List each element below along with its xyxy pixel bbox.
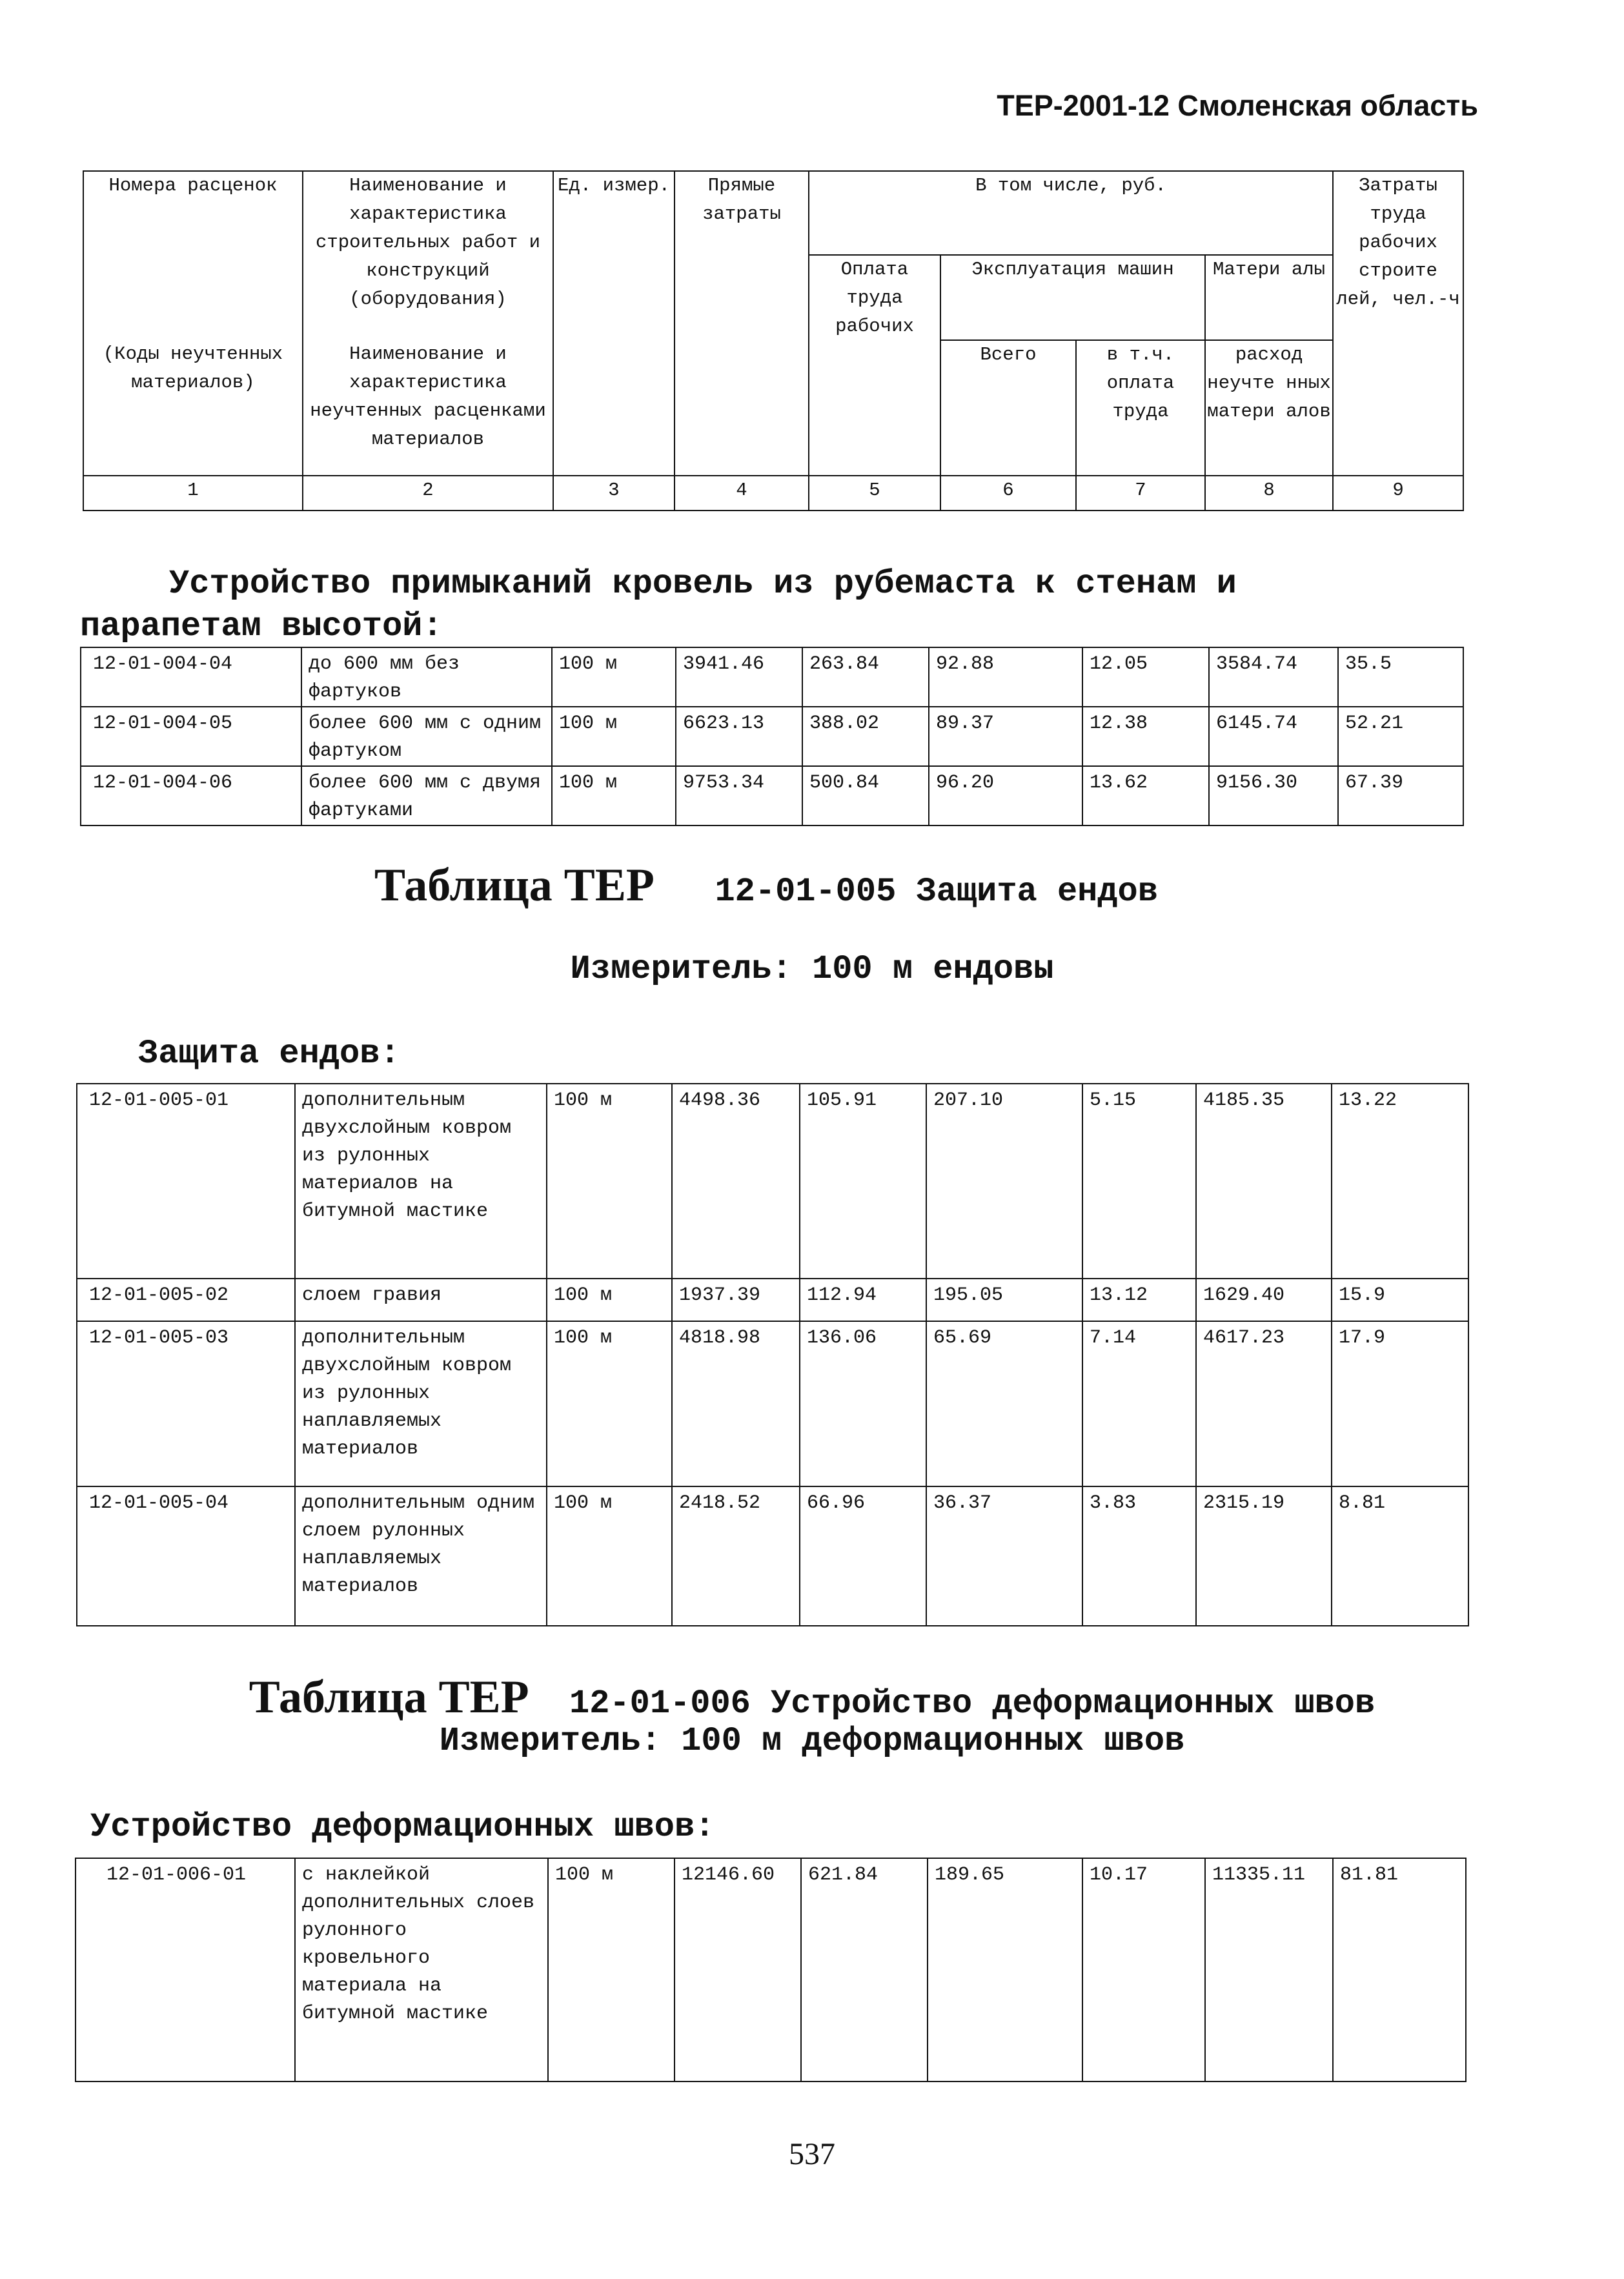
machines-labor: 12.05 xyxy=(1082,647,1209,707)
rate-code: 12-01-004-06 xyxy=(81,766,301,826)
materials: 4185.35 xyxy=(1196,1084,1332,1279)
work-name: до 600 мм без фартуков xyxy=(301,647,552,707)
table-row xyxy=(76,1858,1466,2081)
table-row xyxy=(81,707,1463,766)
machines-total: 189.65 xyxy=(928,1858,1082,2081)
unit: 100 м xyxy=(547,1486,672,1626)
direct-cost: 4498.36 xyxy=(672,1084,800,1279)
machines-labor: 12.38 xyxy=(1082,707,1209,766)
section1-title-line1: Устройство примыканий кровель из рубемаста к стенам и xyxy=(169,565,1237,603)
machines-labor: 10.17 xyxy=(1082,1858,1205,2081)
unit: 100 м xyxy=(552,647,676,707)
machines-total: 65.69 xyxy=(926,1321,1082,1486)
labor-hours: 67.39 xyxy=(1338,766,1463,826)
rate-code: 12-01-004-04 xyxy=(81,647,301,707)
labor-pay: 388.02 xyxy=(802,707,929,766)
unit: 100 м xyxy=(547,1084,672,1279)
unit: 100 м xyxy=(548,1858,675,2081)
materials: 6145.74 xyxy=(1209,707,1338,766)
rate-code: 12-01-004-05 xyxy=(81,707,301,766)
header-col1-top: Номера расценок xyxy=(83,171,303,340)
labor-pay: 621.84 xyxy=(801,1858,928,2081)
work-name: дополнительным одним слоем рулонных наплавляемых материалов xyxy=(295,1486,547,1626)
header-col4: Прямые затраты xyxy=(675,171,809,476)
labor-hours: 17.9 xyxy=(1332,1321,1468,1486)
section1-table xyxy=(80,647,1464,826)
table006-meter: Измеритель: 100 м деформационных швов xyxy=(439,1722,1185,1760)
direct-cost: 3941.46 xyxy=(676,647,802,707)
unit: 100 м xyxy=(552,766,676,826)
direct-cost: 9753.34 xyxy=(676,766,802,826)
labor-hours: 81.81 xyxy=(1333,1858,1466,2081)
table-row xyxy=(77,1279,1468,1321)
header-col3: Ед. измер. xyxy=(553,171,675,476)
machines-labor: 5.15 xyxy=(1082,1084,1196,1279)
header-labor-cost: Затраты труда рабочих строите лей, чел.-ч xyxy=(1333,171,1463,476)
header-col2-top: Наименование и характеристика строительных работ и конструкций (оборудования) xyxy=(303,171,553,340)
table005-title: 12-01-005 Защита ендов xyxy=(715,873,1158,911)
labor-pay: 112.94 xyxy=(800,1279,926,1321)
page-number: 537 xyxy=(789,2137,835,2171)
labor-hours: 8.81 xyxy=(1332,1486,1468,1626)
table005 xyxy=(76,1083,1469,1626)
header-num-3: 3 xyxy=(553,476,675,511)
labor-pay: 263.84 xyxy=(802,647,929,707)
header-col1-bottom: (Коды неучтенных материалов) xyxy=(83,340,303,476)
header-num-5: 5 xyxy=(809,476,940,511)
work-name: более 600 мм с одним фартуком xyxy=(301,707,552,766)
machines-total: 89.37 xyxy=(929,707,1082,766)
header-materials: Матери алы xyxy=(1205,255,1333,340)
table005-meter: Измеритель: 100 м ендовы xyxy=(570,950,1054,988)
direct-cost: 1937.39 xyxy=(672,1279,800,1321)
machines-labor: 13.12 xyxy=(1082,1279,1196,1321)
header-num-8: 8 xyxy=(1205,476,1333,511)
labor-hours: 35.5 xyxy=(1338,647,1463,707)
machines-total: 36.37 xyxy=(926,1486,1082,1626)
header-num-6: 6 xyxy=(940,476,1076,511)
header-num-4: 4 xyxy=(675,476,809,511)
materials: 11335.11 xyxy=(1205,1858,1333,2081)
labor-hours: 52.21 xyxy=(1338,707,1463,766)
running-head: ТЕР-2001-12 Смоленская область xyxy=(997,89,1478,122)
direct-cost: 6623.13 xyxy=(676,707,802,766)
rate-code: 12-01-005-01 xyxy=(77,1084,295,1279)
direct-cost: 12146.60 xyxy=(675,1858,801,2081)
header-num-1: 1 xyxy=(83,476,303,511)
machines-total: 92.88 xyxy=(929,647,1082,707)
unit: 100 м xyxy=(547,1279,672,1321)
materials: 9156.30 xyxy=(1209,766,1338,826)
header-col2-bottom: Наименование и характеристика неучтенных расценками материалов xyxy=(303,340,553,476)
machines-total: 96.20 xyxy=(929,766,1082,826)
header-num-9: 9 xyxy=(1333,476,1463,511)
rate-code: 12-01-005-04 xyxy=(77,1486,295,1626)
rate-code: 12-01-006-01 xyxy=(76,1858,295,2081)
materials: 3584.74 xyxy=(1209,647,1338,707)
labor-hours: 13.22 xyxy=(1332,1084,1468,1279)
header-table xyxy=(83,170,1464,511)
header-machines-total: Всего xyxy=(940,340,1076,476)
header-machines-labor: в т.ч. оплата труда xyxy=(1076,340,1205,476)
table005-heading xyxy=(374,858,1343,912)
rate-code: 12-01-005-02 xyxy=(77,1279,295,1321)
table-row xyxy=(81,766,1463,826)
machines-labor: 3.83 xyxy=(1082,1486,1196,1626)
header-materials-unaccounted: расход неучте нных матери алов xyxy=(1205,340,1333,476)
work-name: более 600 мм с двумя фартуками xyxy=(301,766,552,826)
materials: 2315.19 xyxy=(1196,1486,1332,1626)
work-name: дополнительным двухслойным ковром из рулонных наплавляемых материалов xyxy=(295,1321,547,1486)
materials: 1629.40 xyxy=(1196,1279,1332,1321)
labor-pay: 105.91 xyxy=(800,1084,926,1279)
labor-pay: 500.84 xyxy=(802,766,929,826)
machines-labor: 13.62 xyxy=(1082,766,1209,826)
work-name: с наклейкой дополнительных слоев рулонного кровельного материала на битумной мастике xyxy=(295,1858,548,2081)
table-row xyxy=(81,647,1463,707)
labor-hours: 15.9 xyxy=(1332,1279,1468,1321)
work-name: дополнительным двухслойным ковром из рулонных материалов на битумной мастике xyxy=(295,1084,547,1279)
machines-total: 207.10 xyxy=(926,1084,1082,1279)
table005-section-title: Защита ендов: xyxy=(138,1035,400,1073)
table005-prefix: Таблица ТЕР xyxy=(374,859,655,911)
unit: 100 м xyxy=(552,707,676,766)
machines-labor: 7.14 xyxy=(1082,1321,1196,1486)
table006-title: 12-01-006 Устройство деформационных швов xyxy=(569,1685,1375,1723)
table-row xyxy=(77,1321,1468,1486)
materials: 4617.23 xyxy=(1196,1321,1332,1486)
header-labor-pay: Оплата труда рабочих xyxy=(809,255,940,476)
labor-pay: 66.96 xyxy=(800,1486,926,1626)
header-in-total: В том числе, руб. xyxy=(809,171,1333,255)
work-name: слоем гравия xyxy=(295,1279,547,1321)
direct-cost: 2418.52 xyxy=(672,1486,800,1626)
machines-total: 195.05 xyxy=(926,1279,1082,1321)
table006 xyxy=(75,1858,1467,2082)
header-machines: Эксплуатация машин xyxy=(940,255,1205,340)
table006-section-title: Устройство деформационных швов: xyxy=(90,1808,715,1846)
header-num-2: 2 xyxy=(303,476,553,511)
section1-title-line2: парапетам высотой: xyxy=(80,607,443,645)
unit: 100 м xyxy=(547,1321,672,1486)
header-num-7: 7 xyxy=(1076,476,1205,511)
table-row xyxy=(77,1084,1468,1279)
table006-heading xyxy=(0,1670,1624,1724)
direct-cost: 4818.98 xyxy=(672,1321,800,1486)
table-row xyxy=(77,1486,1468,1626)
table006-prefix: Таблица ТЕР xyxy=(249,1671,529,1723)
labor-pay: 136.06 xyxy=(800,1321,926,1486)
rate-code: 12-01-005-03 xyxy=(77,1321,295,1486)
